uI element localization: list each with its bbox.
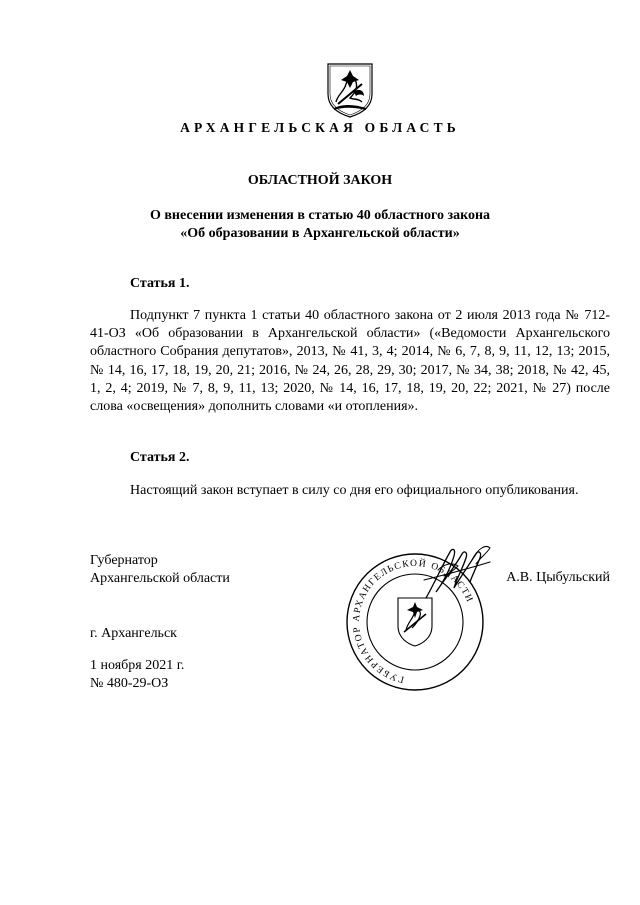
article-2-text: Настоящий закон вступает в силу со дня его официального опубликования.	[130, 483, 579, 498]
signatory-position-line-2: Архангельской области	[90, 571, 230, 586]
city-of-signing: г. Архангельск	[90, 626, 177, 641]
signatory-position-line-1: Губернатор	[90, 553, 158, 568]
region-name: АРХАНГЕЛЬСКАЯ ОБЛАСТЬ	[180, 120, 460, 135]
law-title-line-1: О внесении изменения в статью 40 областного закона	[149, 208, 491, 223]
article-1-heading: Статья 1.	[130, 276, 190, 291]
seal-ring-text: ГУБЕРНАТОР АРХАНГЕЛЬСКОЙ ОБЛАСТИ	[351, 558, 475, 684]
law-date: 1 ноября 2021 г.	[90, 658, 185, 673]
law-title-line-2: «Об образовании в Архангельской области»	[180, 226, 460, 241]
article-2-heading: Статья 2.	[130, 450, 190, 465]
law-type-heading: ОБЛАСТНОЙ ЗАКОН	[247, 173, 393, 188]
coat-of-arms-icon	[324, 58, 376, 118]
signatory-name: А.В. Цыбульский	[506, 570, 610, 585]
law-number: № 480-29-ОЗ	[90, 676, 169, 691]
law-title	[40, 207, 600, 243]
handwritten-signature	[420, 540, 496, 606]
article-1-text: Подпункт 7 пункта 1 статьи 40 областного закона от 2 июля 2013 года № 712-41-ОЗ «Об образовании в Архангельской области» («Ведомости Архангельского областного Собрания депутатов», 2013, № 41, 3, 4; 2014, № 6, 7, 8, 9, 11, 12, 13; 2015, № 14, 16, 17, 18, 19, 20, 21; 2016, № 24, 26, 28, 29, 30; 2017, № 34, 38; 2018, № 42, 45, 1, 2, 4; 2019, № 7, 8, 9, 11, 13; 2020, № 14, 16, 17, 18, 19, 20, 22; 2021, № 27) после слова «освещения» дополнить словами «и отопления».	[90, 308, 610, 415]
